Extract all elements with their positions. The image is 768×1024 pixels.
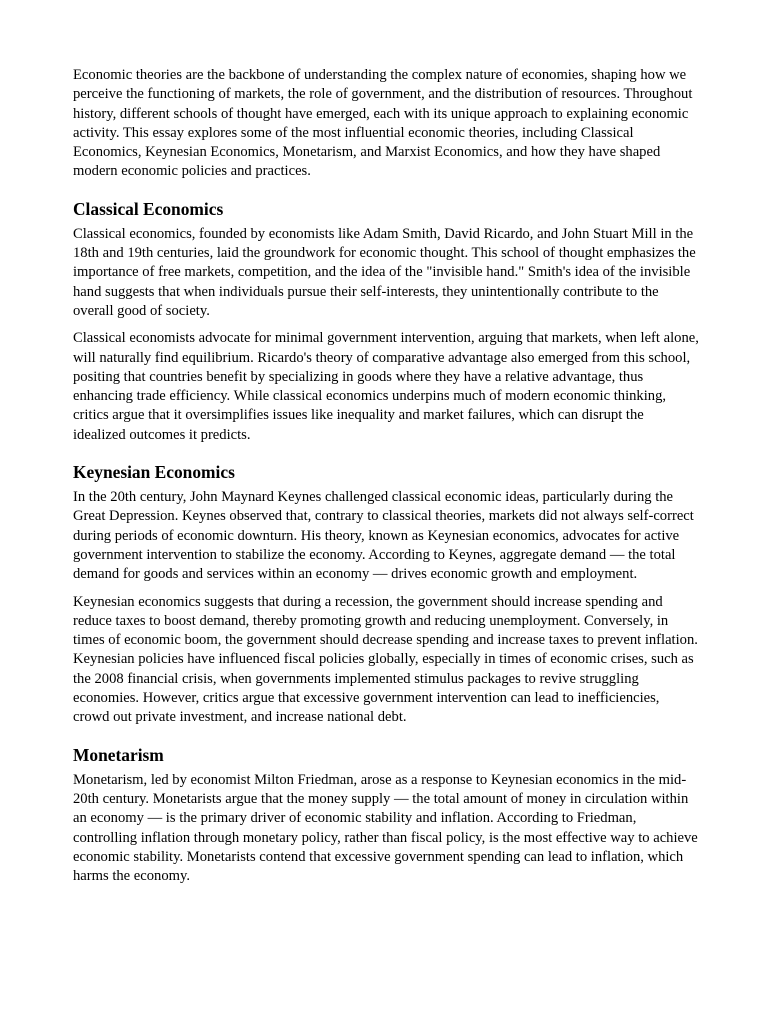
section-heading-keynesian-economics: Keynesian Economics	[73, 462, 235, 483]
classical-paragraph-1: Classical economics, founded by economists like Adam Smith, David Ricardo, and John Stuart Mill in the 18th and 19th centuries, laid the groundwork for economic thought. This school of thought emphasizes the importance of free markets, competition, and the idea of the "invisible hand." Smith's idea of the invisible hand suggests that when individuals pursue their self-interests, they unintentionally contribute to the overall good of society.	[73, 225, 696, 319]
classical-paragraph-2: Classical economists advocate for minimal government intervention, arguing that markets, when left alone, will naturally find equilibrium. Ricardo's theory of comparative advantage also emerged from this school, positing that countries benefit by specializing in goods where they have a relative advantage, thus enhancing trade efficiency. While classical economics underpins much of modern economic thinking, critics argue that it oversimplifies issues like inequality and market failures, which can disrupt the idealized outcomes it predicts.	[73, 330, 699, 443]
section-heading-classical-economics: Classical Economics	[73, 198, 224, 219]
keynesian-paragraph-2: Keynesian economics suggests that during a recession, the government should increase spending and reduce taxes to boost demand, thereby promoting growth and reducing unemployment. Conversely, in times of economic boom, the government should decrease spending and increase taxes to prevent inflation. Keynesian policies have influenced fiscal policies globally, especially in times of economic crises, such as the 2008 financial crisis, when governments implemented stimulus packages to revive struggling economies. However, critics argue that excessive government intervention can lead to inefficiencies, crowd out private investment, and increase national debt.	[73, 593, 698, 726]
document-page	[73, 66, 699, 894]
intro-paragraph: Economic theories are the backbone of understanding the complex nature of economies, shaping how we perceive the functioning of markets, the role of government, and the distribution of resources. Throughout history, different schools of thought have emerged, each with its unique approach to explaining economic activity. This essay explores some of the most influential economic theories, including Classical Economics, Keynesian Economics, Monetarism, and Marxist Economics, and how they have shaped modern economic policies and practices.	[73, 67, 693, 180]
monetarism-paragraph-1: Monetarism, led by economist Milton Friedman, arose as a response to Keynesian economics in the mid-20th century. Monetarists argue that the money supply — the total amount of money in circulation within an economy — is the primary driver of economic stability and inflation. According to Friedman, controlling inflation through monetary policy, rather than fiscal policy, is the most effective way to achieve economic stability. Monetarists contend that excessive government spending can lead to inflation, which harms the economy.	[73, 771, 698, 885]
keynesian-paragraph-1: In the 20th century, John Maynard Keynes challenged classical economic ideas, particularly during the Great Depression. Keynes observed that, contrary to classical theories, markets did not always self-correct during periods of economic downturn. His theory, known as Keynesian economics, advocates for active government intervention to stabilize the economy. According to Keynes, aggregate demand — the total demand for goods and services within an economy — drives economic growth and employment.	[73, 489, 694, 583]
section-heading-monetarism: Monetarism	[73, 744, 164, 765]
